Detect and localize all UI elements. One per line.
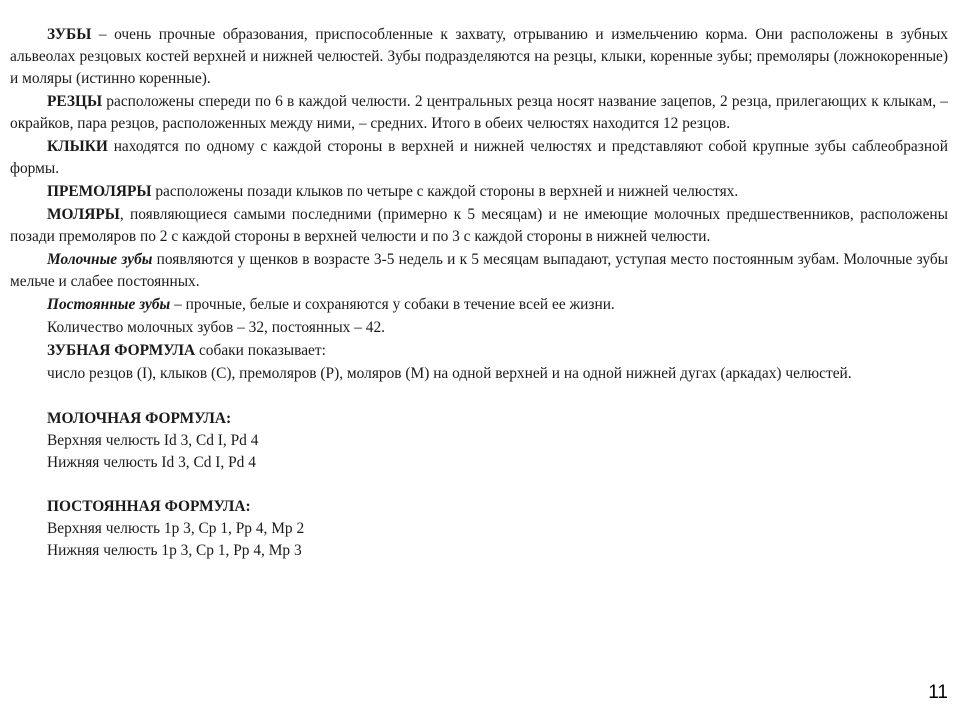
text-molars: , появляющиеся самыми последними (примерно к 5 месяцам) и не имеющие молочных предшественников, расположены позади премоляров по 2 с каждой стороны в верхней челюсти и по 3 с каждой стороны в нижней челюсти. [10, 206, 948, 245]
text-premolars: расположены позади клыков по четыре с каждой стороны в верхней и нижней челюстях. [151, 183, 739, 200]
formula-description: число резцов (I), клыков (C), премоляров (P), моляров (M) на одной верхней и на одной нижней дугах (аркадах) челюстей. [47, 365, 852, 382]
paragraph-permanent-teeth [10, 294, 948, 316]
paragraph-canines [10, 136, 948, 180]
count-line: Количество молочных зубов – 32, постоянных – 42. [47, 319, 385, 336]
spacer [10, 474, 948, 496]
paragraph-premolars [10, 181, 948, 203]
text-permanent-teeth: – прочные, белые и сохраняются у собаки в течение всей ее жизни. [170, 296, 615, 313]
permanent-formula-title: ПОСТОЯННАЯ ФОРМУЛА: [47, 498, 251, 515]
term-permanent-teeth: Постоянные зубы [47, 296, 171, 313]
term-molars: МОЛЯРЫ [47, 206, 120, 223]
milk-formula-lower: Нижняя челюсть Id 3, Cd I, Pd 4 [47, 454, 256, 471]
spacer [10, 386, 948, 408]
term-premolars: ПРЕМОЛЯРЫ [47, 183, 152, 200]
permanent-formula-lower: Нижняя челюсть 1p 3, Cp 1, Pp 4, Mp 3 [47, 542, 302, 559]
text-incisors: расположены спереди по 6 в каждой челюсти. 2 центральных резца носят название зацепов, 2 резца, прилегающих к клыкам, – окрайков, пара резцов, расположенных между ними, – средних. Итого в обеих челюстях находится 12 резцов. [10, 93, 948, 132]
page-number: 11 [928, 682, 948, 703]
milk-formula-title: МОЛОЧНАЯ ФОРМУЛА: [47, 410, 232, 427]
term-incisors: РЕЗЦЫ [47, 93, 103, 110]
paragraph-milk-teeth [10, 249, 948, 293]
formula-intro [10, 340, 948, 362]
paragraph-incisors [10, 91, 948, 135]
text-formula-intro: собаки показывает: [195, 342, 326, 359]
text-teeth: – очень прочные образования, приспособленные к захвату, отрыванию и измельчению корма. Они расположены в зубных альвеолах резцовых костей верхней и нижней челюстей. Зубы подразделяются на резцы, клыки, коренные зубы; премоляры (ложнокоренные) и моляры (истинно коренные). [10, 26, 948, 87]
term-teeth: ЗУБЫ [47, 26, 92, 43]
permanent-formula-upper: Верхняя челюсть 1p 3, Cp 1, Pp 4, Mp 2 [47, 520, 305, 537]
document-body [10, 24, 948, 562]
milk-formula-upper: Верхняя челюсть Id 3, Cd I, Pd 4 [47, 432, 259, 449]
text-milk-teeth: появляются у щенков в возрасте 3-5 недель и к 5 месяцам выпадают, уступая место постоянным зубам. Молочные зубы мельче и слабее постоянных. [10, 251, 949, 290]
term-milk-teeth: Молочные зубы [47, 251, 153, 268]
term-formula: ЗУБНАЯ ФОРМУЛА [47, 342, 196, 359]
paragraph-teeth [10, 24, 948, 90]
text-canines: находятся по одному с каждой стороны в верхней и нижней челюстях и представляют собой крупные зубы саблеобразной формы. [10, 138, 948, 177]
paragraph-molars [10, 204, 948, 248]
term-canines: КЛЫКИ [47, 138, 108, 155]
